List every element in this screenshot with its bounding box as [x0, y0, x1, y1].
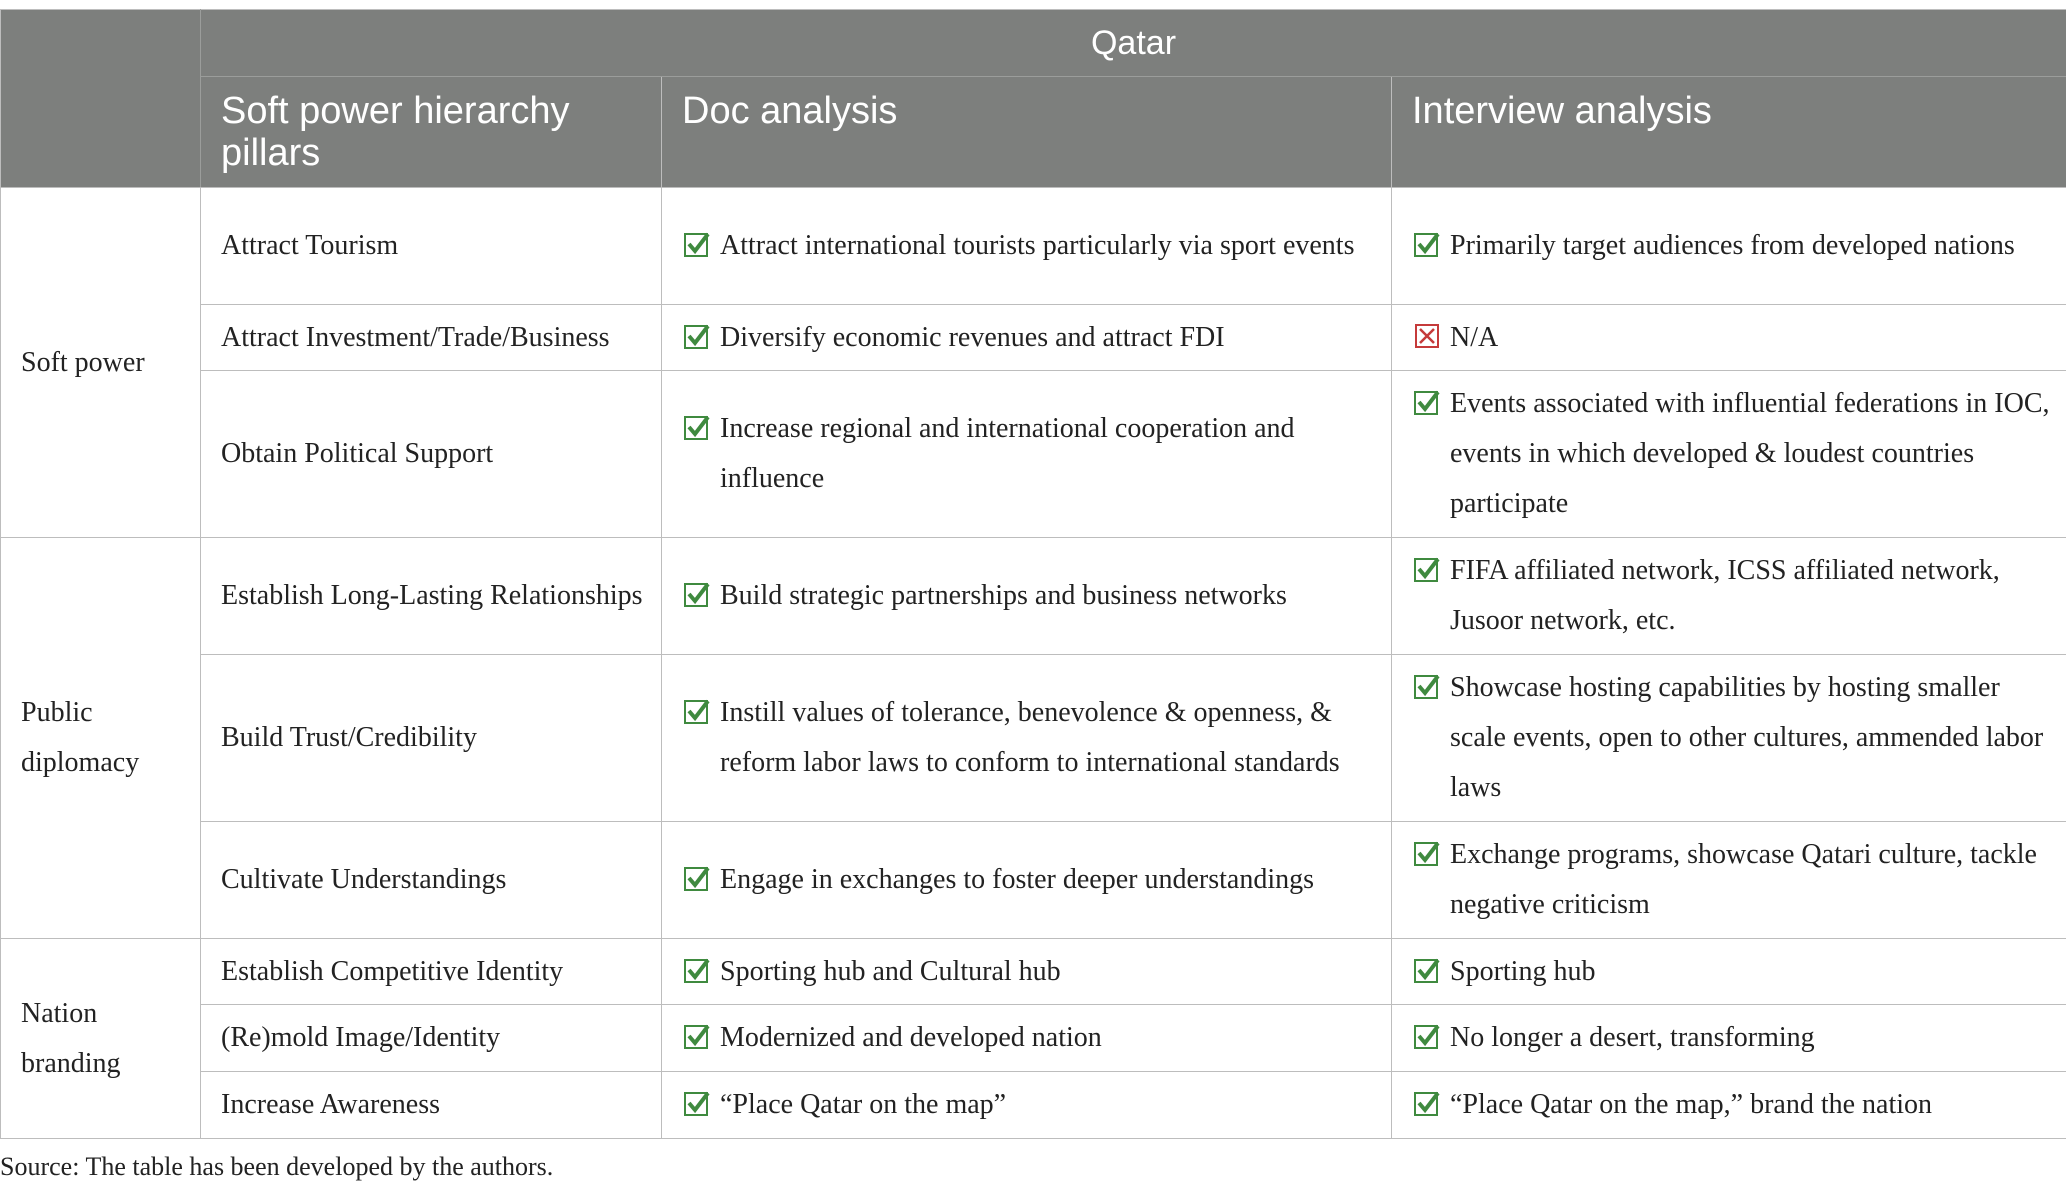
- interview-analysis-cell: N/A: [1392, 305, 2066, 371]
- interview-analysis-cell: No longer a desert, transforming: [1392, 1005, 2066, 1072]
- check-icon: [1414, 231, 1440, 257]
- check-icon: [1414, 673, 1440, 699]
- check-icon: [684, 414, 710, 440]
- check-icon: [1414, 389, 1440, 415]
- source-note: Source: The table has been developed by the authors.: [0, 1152, 554, 1181]
- category-cell: Soft power: [1, 188, 201, 538]
- check-icon: [1414, 1090, 1440, 1116]
- table-row: [1, 822, 2066, 939]
- check-icon: [1414, 556, 1440, 582]
- check-icon: [1414, 957, 1440, 983]
- check-icon: [1414, 840, 1440, 866]
- check-icon: [684, 698, 710, 724]
- table-row: [1, 939, 2066, 1005]
- interview-analysis-cell: “Place Qatar on the map,” brand the nation: [1392, 1072, 2066, 1139]
- table-row: [1, 188, 2066, 305]
- country-header: Qatar: [201, 10, 2066, 77]
- corner-header-cell: [1, 10, 201, 188]
- pillar-cell: (Re)mold Image/Identity: [201, 1005, 662, 1072]
- doc-analysis-cell: “Place Qatar on the map”: [662, 1072, 1392, 1139]
- column-header-interview-analysis: Interview analysis: [1392, 77, 2066, 188]
- check-icon: [684, 957, 710, 983]
- pillar-cell: Attract Investment/Trade/Business: [201, 305, 662, 371]
- check-icon: [684, 1090, 710, 1116]
- interview-analysis-cell: Sporting hub: [1392, 939, 2066, 1005]
- pillar-cell: Build Trust/Credibility: [201, 655, 662, 822]
- category-cell: Public diplomacy: [1, 538, 201, 939]
- interview-analysis-cell: Events associated with influential federations in IOC, events in which developed & loudest countries participate: [1392, 371, 2066, 538]
- table-row: [1, 1072, 2066, 1139]
- pillar-cell: Increase Awareness: [201, 1072, 662, 1139]
- doc-analysis-cell: Sporting hub and Cultural hub: [662, 939, 1392, 1005]
- table-row: [1, 655, 2066, 822]
- table-row: [1, 371, 2066, 538]
- pillar-cell: Establish Competitive Identity: [201, 939, 662, 1005]
- interview-analysis-cell: FIFA affiliated network, ICSS affiliated network, Jusoor network, etc.: [1392, 538, 2066, 655]
- table-row: [1, 305, 2066, 371]
- soft-power-table: [0, 9, 2066, 1139]
- check-icon: [684, 231, 710, 257]
- interview-analysis-cell: Primarily target audiences from developed nations: [1392, 188, 2066, 305]
- check-icon: [684, 581, 710, 607]
- pillar-cell: Cultivate Understandings: [201, 822, 662, 939]
- doc-analysis-cell: Engage in exchanges to foster deeper understandings: [662, 822, 1392, 939]
- table-container: [0, 9, 2066, 1139]
- doc-analysis-cell: Instill values of tolerance, benevolence & openness, & reform labor laws to conform to international standards: [662, 655, 1392, 822]
- column-header-doc-analysis: Doc analysis: [662, 77, 1392, 188]
- interview-analysis-cell: Showcase hosting capabilities by hosting smaller scale events, open to other cultures, ammended labor laws: [1392, 655, 2066, 822]
- pillar-cell: Obtain Political Support: [201, 371, 662, 538]
- doc-analysis-cell: Modernized and developed nation: [662, 1005, 1392, 1072]
- table-row: [1, 1005, 2066, 1072]
- doc-analysis-cell: Build strategic partnerships and business networks: [662, 538, 1392, 655]
- check-icon: [684, 865, 710, 891]
- check-icon: [684, 323, 710, 349]
- interview-analysis-cell: Exchange programs, showcase Qatari culture, tackle negative criticism: [1392, 822, 2066, 939]
- check-icon: [684, 1023, 710, 1049]
- doc-analysis-cell: Diversify economic revenues and attract FDI: [662, 305, 1392, 371]
- doc-analysis-cell: Increase regional and international cooperation and influence: [662, 371, 1392, 538]
- check-icon: [1414, 1023, 1440, 1049]
- category-cell: Nation branding: [1, 939, 201, 1139]
- pillar-cell: Attract Tourism: [201, 188, 662, 305]
- pillar-cell: Establish Long-Lasting Relationships: [201, 538, 662, 655]
- doc-analysis-cell: Attract international tourists particularly via sport events: [662, 188, 1392, 305]
- cross-icon: [1414, 323, 1440, 349]
- column-header-pillars: Soft power hierarchy pillars: [201, 77, 662, 188]
- table-row: [1, 538, 2066, 655]
